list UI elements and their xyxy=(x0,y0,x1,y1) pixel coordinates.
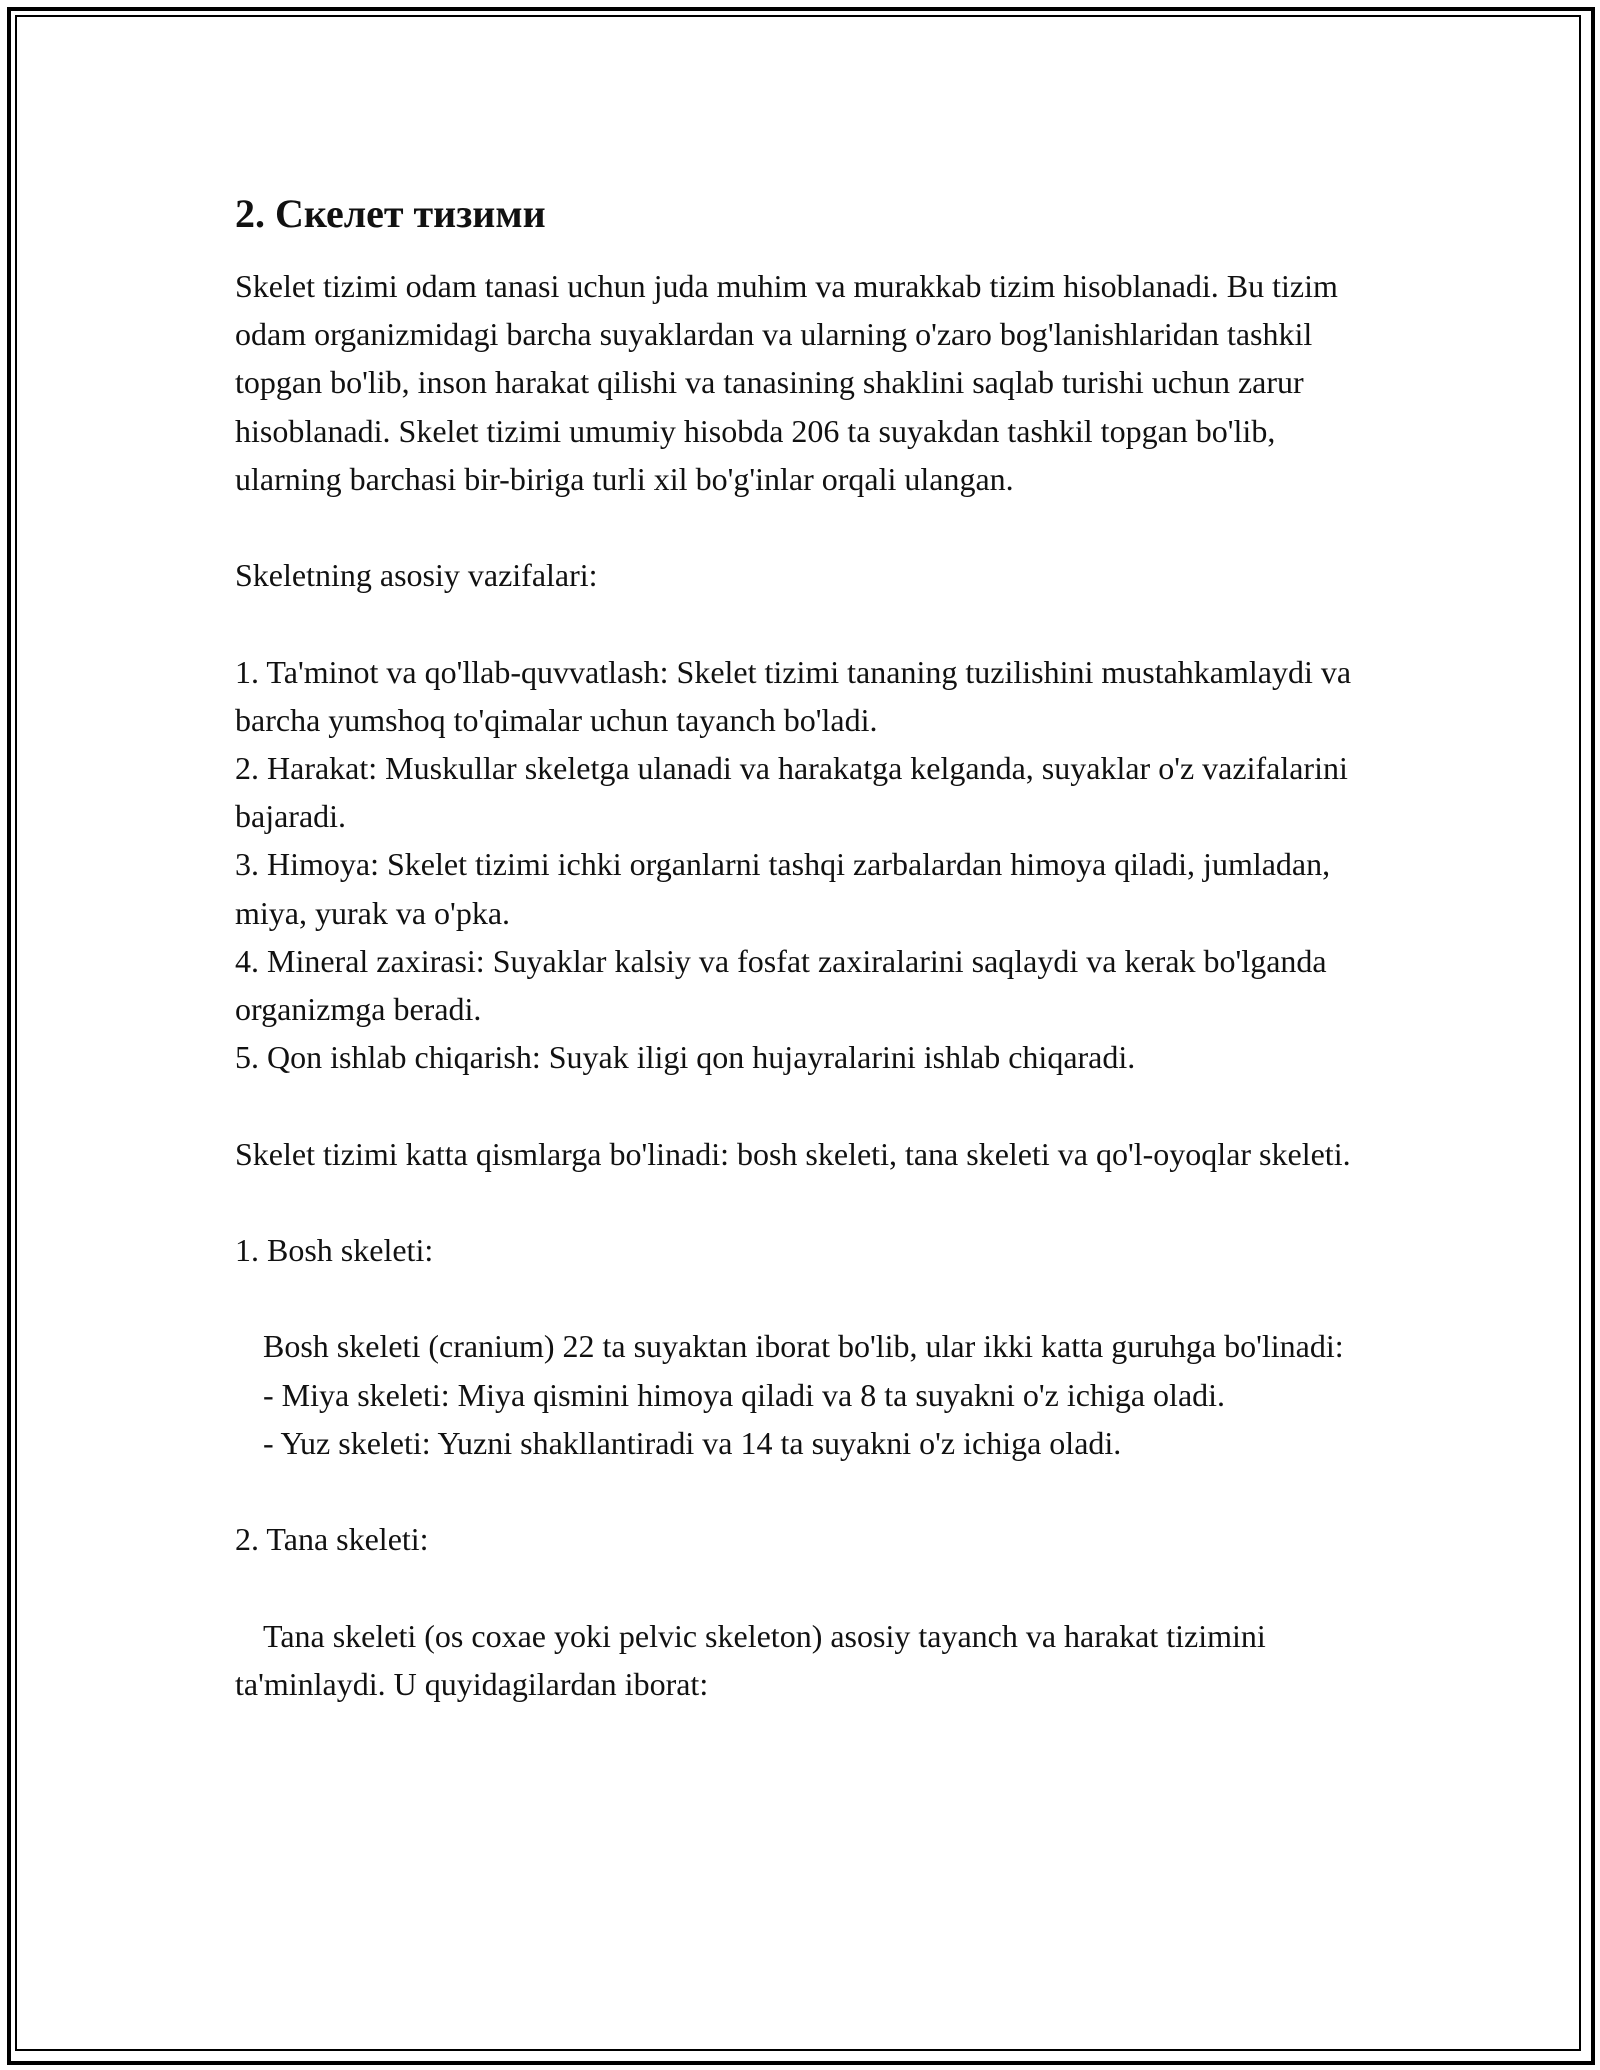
spacer xyxy=(235,1467,1385,1515)
spacer xyxy=(235,1274,1385,1322)
tana-skeleti-title: 2. Tana skeleti: xyxy=(235,1521,429,1558)
spacer xyxy=(235,1563,1385,1611)
function-item-4: 4. Mineral zaxirasi: Suyaklar kalsiy va fosfat zaxiralarini saqlaydi va kerak bo'lganda organizmga beradi. xyxy=(235,942,1327,1028)
tana-skeleti-text-body: Tana skeleti (os coxae yoki pelvic skeleton) asosiy tayanch va harakat tizimini ta'minlaydi. U quyidagilardan iborat: xyxy=(235,1617,1266,1702)
bosh-item-yuz: - Yuz skeleti: Yuzni shakllantiradi va 14 ta suyakni o'z ichiga oladi. xyxy=(263,1424,1122,1461)
section-heading: 2. Скелет тизими xyxy=(235,191,546,236)
division-paragraph: Skelet tizimi katta qismlarga bo'linadi: bosh skeleti, tana skeleti va qo'l-oyoqlar skeleti. xyxy=(235,1135,1351,1172)
bosh-skeleti-text-body: Bosh skeleti (cranium) 22 ta suyaktan iborat bo'lib, ular ikki katta guruhga bo'linadi: xyxy=(263,1328,1344,1365)
bosh-skeleti-title: 1. Bosh skeleti: xyxy=(235,1232,434,1268)
intro-paragraph: Skelet tizimi odam tanasi uchun juda muhim va murakkab tizim hisoblanadi. Bu tizim odam organizmidagi barcha suyaklardan va ularning o'zaro bog'lanishlaridan tashkil topgan bo'lib, inson harakat qilishi va tanasining shaklini saqlab turishi uchun zarur hisoblanadi. Skelet tizimi umumiy hisobda 206 ta suyakdan tashkil topgan bo'lib, ularning barchasi bir-biriga turli xil bo'g'inlar orqali ulangan. xyxy=(235,268,1338,497)
function-item-1: 1. Ta'minot va qo'llab-quvvatlash: Skelet tizimi tananing tuzilishini mustahkamlaydi va barcha yumshoq to'qimalar uchun tayanch bo'ladi. xyxy=(235,653,1352,738)
spacer xyxy=(235,503,1385,551)
function-item-2: 2. Harakat: Muskullar skeletga ulanadi va harakatga kelganda, suyaklar o'z vazifalarini bajaradi. xyxy=(235,750,1348,835)
bosh-item-miya: - Miya skeleti: Miya qismini himoya qiladi va 8 ta suyakni o'z ichiga oladi. xyxy=(263,1376,1226,1413)
bosh-skeleti-text xyxy=(235,1322,1385,1370)
functions-title: Skeletning asosiy vazifalari: xyxy=(235,557,598,594)
spacer xyxy=(235,599,1385,647)
spacer xyxy=(235,1178,1385,1226)
document-body xyxy=(235,178,1385,1708)
spacer xyxy=(235,1081,1385,1129)
function-item-3: 3. Himoya: Skelet tizimi ichki organlarni tashqi zarbalardan himoya qiladi, jumladan, miya, yurak va o'pka. xyxy=(235,846,1331,931)
function-item-5: 5. Qon ishlab chiqarish: Suyak iligi qon hujayralarini ishlab chiqaradi. xyxy=(235,1039,1136,1076)
tana-skeleti-text xyxy=(235,1612,1385,1708)
